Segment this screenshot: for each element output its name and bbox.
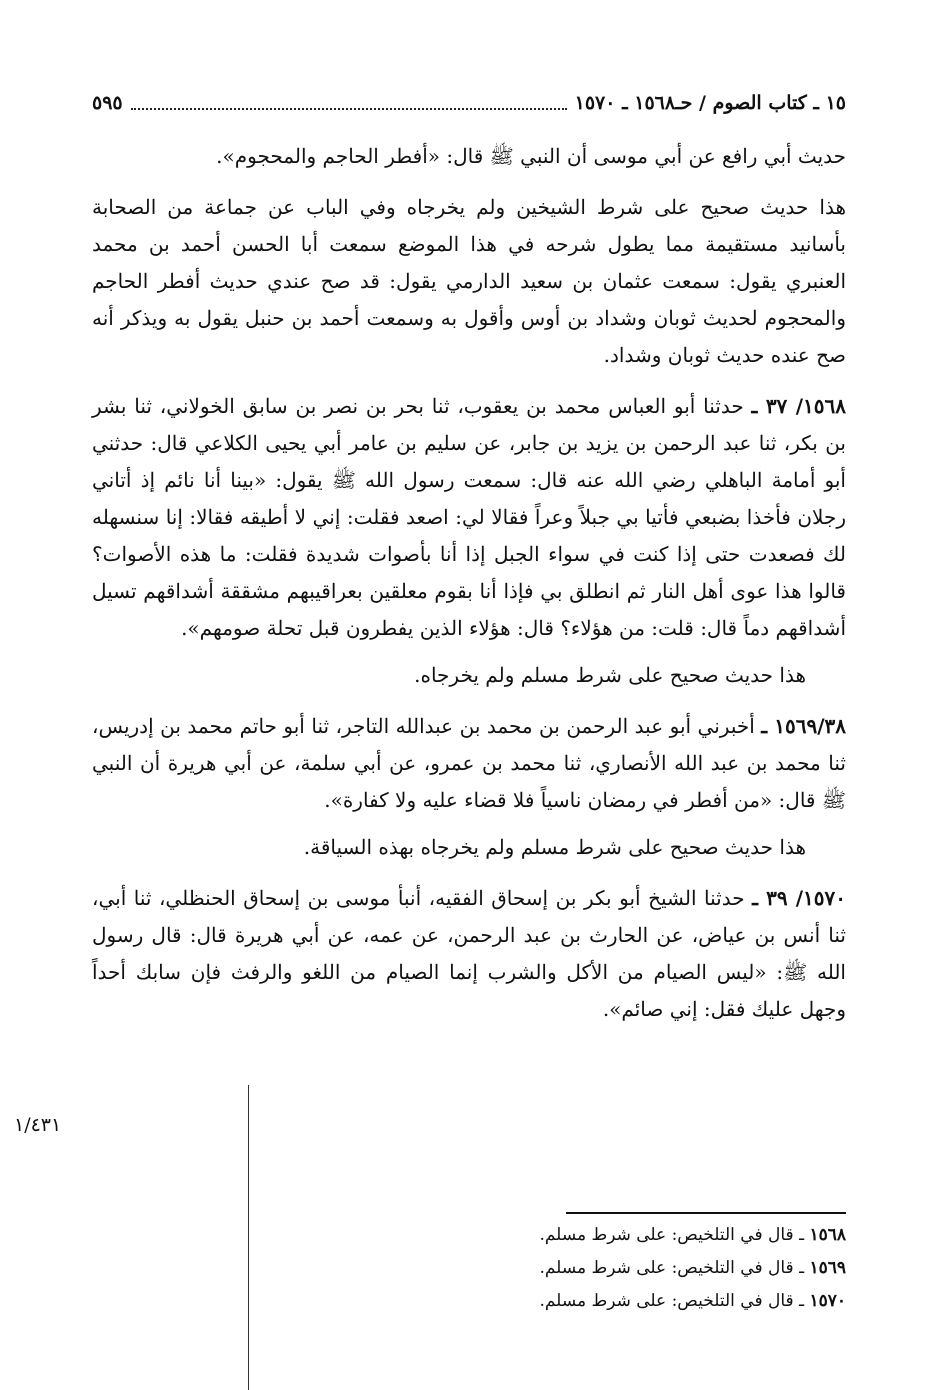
- hadith-text-1570: حدثنا الشيخ أبو بكر بن إسحاق الفقيه، أنبأ موسى بن إسحاق الحنظلي، ثنا أبي، ثنا أنس بن عياض، عن الحارث بن عبد الرحمن، عن عمه، عن أبي هريرة قال: قال رسول الله ﷺ: «ليس الصيام من الأكل والشرب إنما الصيام من اللغو والرفث فإن سابك أحداً وجهل عليك فقل: إني صائم».: [92, 886, 846, 1021]
- page-number: ٥٩٥: [92, 92, 123, 114]
- footnote-item: [400, 1288, 846, 1314]
- header-dot-leader: [131, 96, 567, 110]
- hadith-grade-1569: هذا حديث صحيح على شرط مسلم ولم يخرجاه بهذه السياقة.: [303, 835, 806, 859]
- paragraph-hadith-abu-rafi: حديث أبي رافع عن أبي موسى أن النبي ﷺ قال: «أفطر الحاجم والمحجوم».: [216, 144, 846, 168]
- footnote-text: ـ قال في التلخيص: على شرط مسلم.: [539, 1258, 805, 1278]
- footnote-text: ـ قال في التلخيص: على شرط مسلم.: [539, 1291, 805, 1311]
- main-text: [92, 138, 846, 1038]
- footnote-number: ١٥٦٨: [809, 1225, 846, 1245]
- hadith-text-1569: أخبرني أبو عبد الرحمن بن محمد بن عبدالله التاجر، ثنا أبو حاتم محمد بن إدريس، ثنا محمد بن عبد الله الأنصاري، ثنا محمد بن عمرو، عن أبي سلمة، عن أبي هريرة أن النبي ﷺ قال: «من أفطر في رمضان ناسياً فلا قضاء عليه ولا كفارة».: [92, 714, 846, 812]
- hadith-1569: [92, 708, 846, 819]
- hadith-number-1570: ١٥٧٠/ ٣٩ ـ: [752, 886, 846, 910]
- hadith-1570: [92, 880, 846, 1028]
- hadith-grade-1568: هذا حديث صحيح على شرط مسلم ولم يخرجاه.: [414, 663, 806, 687]
- footnote-item: [400, 1255, 846, 1281]
- paragraph-grade-1: هذا حديث صحيح على شرط الشيخين ولم يخرجاه وفي الباب عن جماعة من الصحابة بأسانيد مستقيمة مما يطول شرحه في هذا الموضع سمعت أبا الحسن أحمد بن محمد العنبري يقول: سمعت عثمان بن سعيد الدارمي يقول: قد صح عندي حديث أفطر الحاجم والمحجوم لحديث ثوبان وشداد بن أوس وأقول به وسمعت أحمد بن حنبل يقول به ويذكر أنه صح عنده حديث ثوبان وشداد.: [92, 195, 846, 367]
- margin-page-reference: ١/٤٣١: [14, 1114, 62, 1136]
- hadith-number-1568: ١٥٦٨/ ٣٧ ـ: [751, 394, 846, 418]
- footnote-number: ١٥٧٠: [809, 1291, 846, 1311]
- hadith-text-1568: حدثنا أبو العباس محمد بن يعقوب، ثنا بحر بن نصر بن سابق الخولاني، ثنا بشر بن بكر، ثنا عبد الرحمن بن يزيد بن جابر، عن سليم بن عامر أبي يحيى الكلاعي قال: حدثني أبو أمامة الباهلي رضي الله عنه قال: سمعت رسول الله ﷺ يقول: «بينا أنا نائم إذ أتاني رجلان فأخذا بضبعي فأتيا بي جبلاً وعراً فقالا لي: اصعد فقلت: إني لا أطيقه فقالا: إنا سنسهله لك فصعدت حتى إذا كنت في سواء الجبل إذا أنا بأصوات شديدة فقلت: ما هذه الأصوات؟ قالوا هذا عوى أهل النار ثم انطلق بي فإذا أنا بقوم معلقين بعراقيبهم مشققة أشداقهم تسيل أشداقهم دماً قال: قلت: من هؤلاء؟ قال: هؤلاء الذين يفطرون قبل تحلة صومهم».: [92, 394, 846, 640]
- footnote-item: [400, 1222, 846, 1248]
- margin-vertical-line: [248, 1085, 249, 1390]
- footnote-text: ـ قال في التلخيص: على شرط مسلم.: [539, 1225, 805, 1245]
- chapter-title: ١٥ ـ كتاب الصوم / حـ١٥٦٨ ـ ١٥٧٠: [574, 92, 846, 114]
- footnote-number: ١٥٦٩: [809, 1258, 846, 1278]
- footnote-separator: [566, 1212, 846, 1214]
- footnotes: [400, 1222, 846, 1321]
- hadith-1568: [92, 388, 846, 647]
- running-header: [92, 85, 846, 121]
- hadith-number-1569: ١٥٦٩/٣٨ ـ: [761, 714, 846, 738]
